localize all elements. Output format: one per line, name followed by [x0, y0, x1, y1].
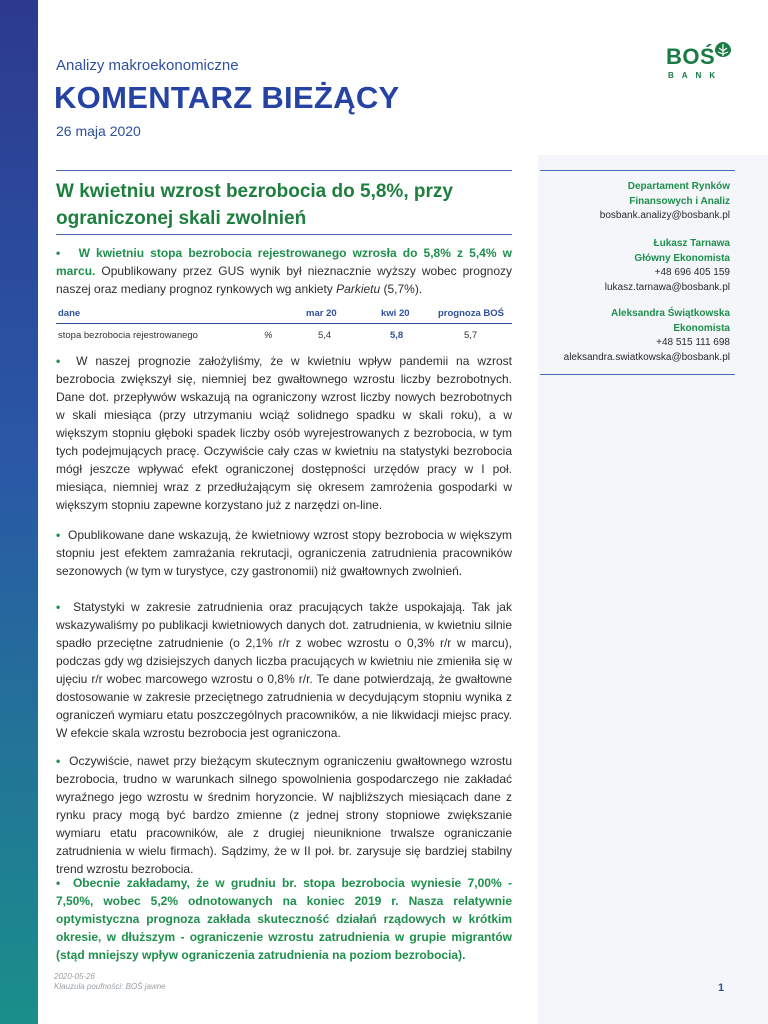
- bullet: •: [56, 528, 61, 542]
- contact-name: Łukasz Tarnawa: [653, 238, 730, 249]
- paragraph-1: [56, 244, 512, 298]
- contacts-rule-bottom: [540, 374, 735, 375]
- title-rule-top: [56, 170, 512, 171]
- contacts-rule-top: [540, 170, 735, 171]
- table-cell-unit: %: [264, 330, 273, 341]
- paragraph-3-text: Opublikowane dane wskazują, że kwietniowy wzrost stopy bezrobocia w większym stopniu jest efektem zamrażania rekrutacji, ograniczenia zatrudnienia pracowników sezonowych (w tym w turystyce, czy gastronomii) niż gwałtownych zwolnień.: [56, 528, 512, 578]
- paragraph-1-italic: Parkietu: [336, 282, 381, 296]
- report-category: Analizy makroekonomiczne: [56, 57, 239, 74]
- table-header-kwi20: kwi 20: [381, 308, 410, 319]
- contact-role: Główny Ekonomista: [634, 252, 730, 264]
- contact-phone: +48 515 111 698: [656, 337, 730, 348]
- paragraph-4: [56, 598, 512, 742]
- bos-bank-logo: [656, 42, 736, 88]
- paragraph-5-text: Oczywiście, nawet przy bieżącym skutecznym ograniczeniu gwałtownego wzrostu bezrobocia, trudno w warunkach silnego spowolnienia gospodarczego nie zakładać wyraźnego jego wzrostu w średnim horyzoncie. W najbliższych miesiącach dane z rynku pracy mogą być bardzo zmienne (z jednej strony stopniowe zwiększanie wymiaru etatu pracowników, ale z drugiej nieuniknione trwalsze ograniczanie zatrudnienia w wielu firmach). Sądzimy, że w II poł. br. zarysuje się bardziej stabilny trend wzrostu bezrobocia.: [56, 754, 512, 876]
- leaf-icon: [712, 40, 734, 62]
- paragraph-3: [56, 526, 512, 580]
- report-title: KOMENTARZ BIEŻĄCY: [54, 80, 400, 115]
- contact-email[interactable]: aleksandra.swiatkowska@bosbank.pl: [563, 351, 730, 363]
- paragraph-2-text: W naszej prognozie założyliśmy, że w kwietniu wpływ pandemii na wzrost bezrobocia zwiększył się, niemniej bez gwałtownego wzrostu liczby bezrobotnych. Dane dot. przepływów wskazują na ograniczony wzrost liczby nowych bezrobotnych w skali miesiąca (przy utrzymaniu wciąż solidnego spadku w skali roku), a w większym stopniu głęboki spadek liczby osób wyrejestrowanych z bezrobocia, w tym tych podejmujących pracę. Oczywiście cały czas w kwietniu na statystyki bezrobocia mógł jeszcze wpływać efekt ograniczonej dostępności urzędów pracy w I poł. miesiąca, niemniej wraz z przedłużającym się okresem zamrożenia gospodarki w większym stopniu zapewne korzystano już z narzędzi on-line.: [56, 354, 512, 512]
- table-header-forecast: prognoza BOŚ: [438, 308, 504, 319]
- paragraph-1-text-a: Opublikowany przez GUS wynik był nieznacznie wyższy wobec prognozy naszej oraz mediany prognoz rynkowych wg ankiety: [56, 264, 512, 296]
- department-name-line2: Finansowych i Analiz: [629, 195, 730, 207]
- table-cell-kwi20: 5,8: [390, 330, 404, 341]
- article-title: W kwietniu wzrost bezrobocia do 5,8%, przy ograniczonej skali zwolnień: [56, 181, 453, 229]
- paragraph-6-text: Obecnie zakładamy, że w grudniu br. stopa bezrobocia wyniesie 7,00% - 7,50%, wobec 5,2% odnotowanych na koniec 2019 r. Nasza relatywnie optymistyczna prognoza zakłada skuteczność działań rządowych w krótkim okresie, w dłuższym - ograniczenie wzrostu zatrudnienia w grupie migrantów (stąd mniejszy wpływ ograniczenia zatrudnienia na poziom bezrobocia).: [56, 876, 512, 962]
- footer-date: 2020-05-26: [54, 972, 95, 981]
- table-cell-forecast: 5,7: [464, 330, 478, 341]
- logo-name: BOŚ: [666, 44, 716, 69]
- bullet: •: [56, 354, 61, 368]
- contact-email[interactable]: lukasz.tarnawa@bosbank.pl: [604, 281, 730, 293]
- paragraph-2: [56, 352, 512, 514]
- title-rule-bottom: [56, 234, 512, 235]
- department-email[interactable]: bosbank.analizy@bosbank.pl: [599, 210, 730, 221]
- page-footer: [54, 972, 166, 992]
- contact-tarnawa: [540, 237, 730, 295]
- bullet: •: [56, 754, 61, 768]
- table-header-dane: dane: [58, 308, 81, 319]
- table-header-mar20: mar 20: [306, 308, 337, 319]
- footer-clause: Klauzula poufności: BOŚ jawne: [54, 982, 166, 991]
- contact-phone: +48 696 405 159: [654, 267, 730, 278]
- table-header-rule: [56, 323, 512, 324]
- department-contact: [540, 180, 730, 224]
- report-date: 26 maja 2020: [56, 123, 141, 139]
- bullet: •: [56, 876, 61, 890]
- paragraph-1-text-b: (5,7%).: [380, 282, 423, 296]
- paragraph-5: [56, 752, 512, 878]
- page-number: 1: [718, 982, 725, 994]
- bullet: •: [56, 246, 61, 260]
- table-cell-mar20: 5,4: [318, 330, 332, 341]
- department-name-line1: Departament Rynków: [627, 181, 730, 192]
- logo-subtitle: BANK: [668, 71, 724, 80]
- paragraph-4-text: Statystyki w zakresie zatrudnienia oraz pracujących także uspokajają. Tak jak wskazywaliśmy po publikacji kwietniowych danych dot. zatrudnienia, w kwietniu silnie spadło przeciętne zatrudnienie (o 2,1% r/r z wobec wzrostu o 0,3% r/r w marcu), podczas gdy wg dzisiejszych danych liczba pracujących w kwietniu nie zmieniła się w ujęciu r/r wobec marcowego wzrostu o 0,8% r/r. Te dane potwierdzają, że gwałtowne dostosowanie w zakresie przeciętnego zatrudnienia w decydującym stopniu wynika z ograniczeń wymiaru etatu poszczególnych pracowników, a nie likwidacji miejsc pracy. W efekcie skala wzrostu bezrobocia jest ograniczona.: [56, 600, 512, 740]
- contact-name: Aleksandra Świątkowska: [611, 308, 730, 319]
- contact-swiatkowska: [540, 307, 730, 365]
- paragraph-1-lead: W kwietniu stopa bezrobocia rejestrowanego wzrosła do 5,8% z 5,4% w marcu.: [56, 246, 512, 278]
- left-gradient-bar: [0, 0, 38, 1024]
- table-cell-label: stopa bezrobocia rejestrowanego: [58, 330, 198, 341]
- paragraph-6: [56, 874, 512, 964]
- contact-role: Ekonomista: [673, 322, 730, 334]
- bullet: •: [56, 600, 61, 614]
